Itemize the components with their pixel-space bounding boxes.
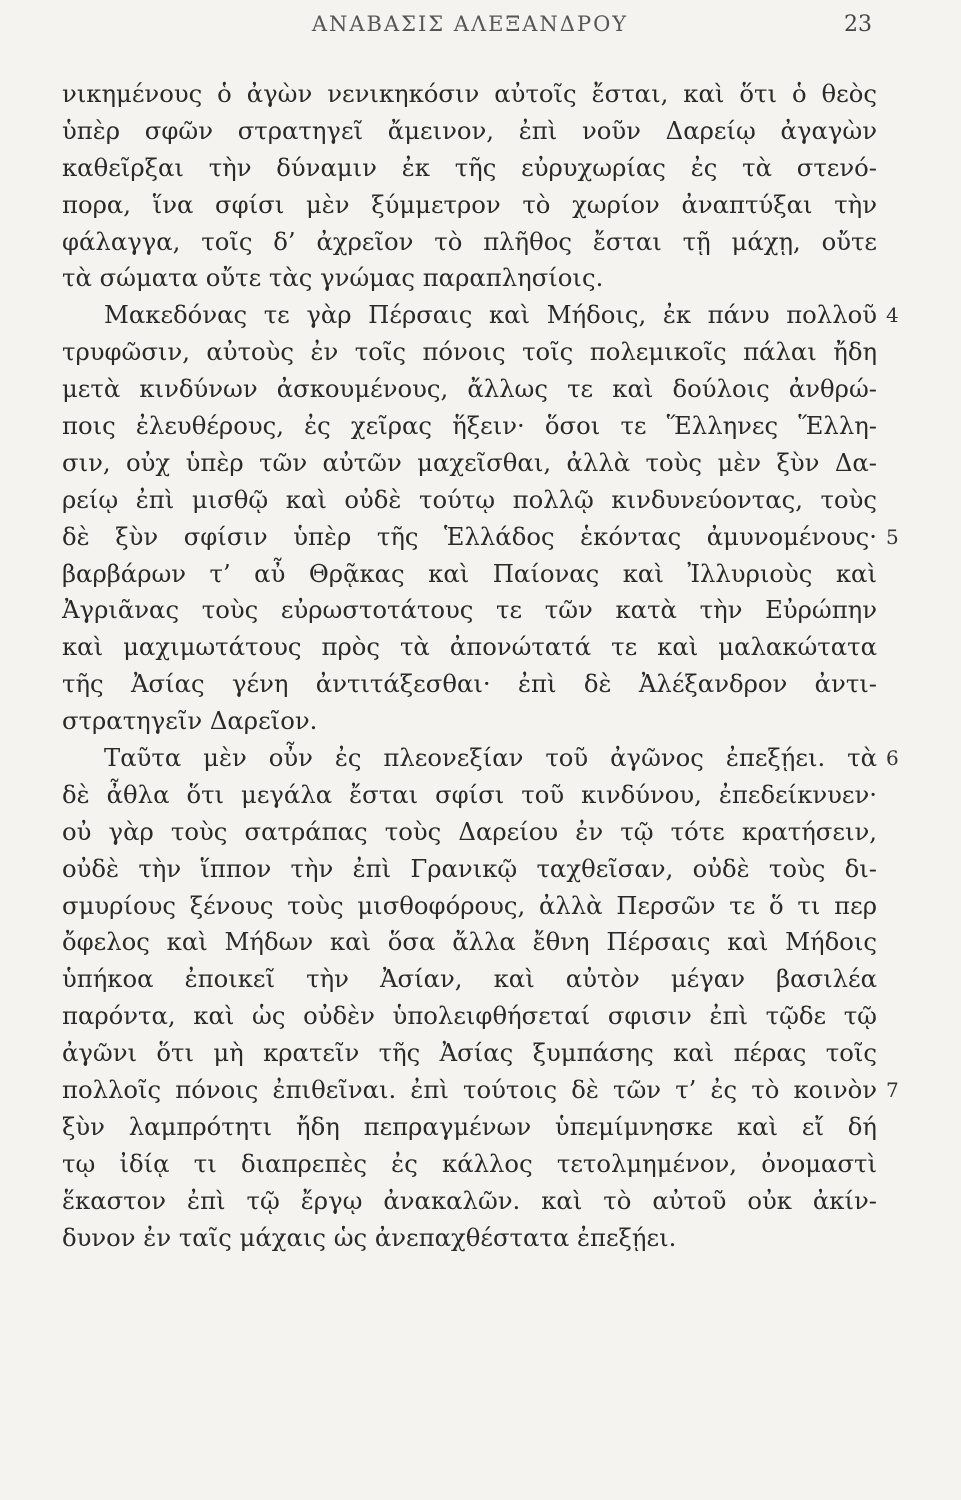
line-text: νικημένους ὁ ἀγὼν νενικηκόσιν αὐτοῖς ἔσται, καὶ ὅτι ὁ θεὸς [62, 79, 877, 108]
text-line [62, 777, 877, 814]
line-text: Μακεδόνας τε γὰρ Πέρσαις καὶ Μήδοις, ἐκ πάνυ πολλοῦ [104, 300, 877, 330]
text-line [62, 1146, 877, 1183]
text-line [62, 297, 899, 334]
line-text: ὄφελος καὶ Μήδων καὶ ὅσα ἄλλα ἔθνη Πέρσαις καὶ Μήδοις [62, 927, 877, 957]
line-text: δὲ ἆθλα ὅτι μεγάλα ἔσται σφίσι τοῦ κινδύνου, ἐπεδείκνυεν· [62, 779, 877, 809]
line-text: παρόντα, καὶ ὡς οὐδὲν ὑπολειφθήσεταί σφισιν ἐπὶ τῷδε τῷ [62, 1001, 877, 1031]
text-line [62, 445, 877, 482]
line-text: ποις ἐλευθέρους, ἐς χεῖρας ἥξειν· ὅσοι τε Ἕλληνες Ἕλλη- [62, 411, 877, 441]
page-number: 23 [844, 12, 872, 37]
line-text: Ταῦτα μὲν οὖν ἐς πλεονεξίαν τοῦ ἀγῶνος ἐπεξῄει. τὰ [104, 743, 877, 773]
text-line [62, 224, 877, 261]
text-line [62, 814, 877, 851]
text-line [62, 851, 877, 888]
text-line [62, 998, 877, 1035]
text-line [62, 334, 877, 371]
line-text: μετὰ κινδύνων ἀσκουμένους, ἄλλως τε καὶ δούλοις ἀνθρώ- [62, 374, 877, 404]
line-text: ἀγῶνι ὅτι μὴ κρατεῖν τῆς Ἀσίας ξυμπάσης καὶ πέρας τοῖς [62, 1038, 877, 1068]
line-text: σιν, οὐχ ὑπὲρ τῶν αὐτῶν μαχεῖσθαι, ἀλλὰ τοὺς μὲν ξὺν Δα- [62, 447, 877, 477]
text-line [62, 961, 877, 998]
text-line [62, 556, 877, 593]
text-line [62, 1183, 877, 1220]
text-line [62, 1220, 877, 1257]
text-line [62, 371, 877, 408]
line-text: καθεῖρξαι τὴν δύναμιν ἐκ τῆς εὐρυχωρίας ἐς τὰ στενό- [62, 152, 877, 182]
body-text [62, 76, 899, 1257]
text-line [62, 703, 877, 740]
text-line [62, 666, 877, 703]
text-line [62, 187, 877, 224]
section-number: 6 [886, 746, 899, 771]
line-text: δὲ ξὺν σφίσιν ὑπὲρ τῆς Ἑλλάδος ἑκόντας ἀμυνομένους· [62, 521, 877, 551]
line-text: οὐ γὰρ τοὺς σατράπας τοὺς Δαρείου ἐν τῷ τότε κρατήσειν, [62, 816, 877, 846]
running-head [60, 12, 880, 52]
line-text: δυνον ἐν ταῖς μάχαις ὡς ἀνεπαχθέστατα ἐπεξῄει. [62, 1222, 677, 1252]
text-line [62, 888, 877, 925]
line-text: στρατηγεῖν Δαρεῖον. [62, 706, 318, 736]
text-line [62, 150, 877, 187]
line-text: ρείῳ ἐπὶ μισθῷ καὶ οὐδὲ τούτῳ πολλῷ κινδυνεύοντας, τοὺς [62, 484, 877, 514]
text-line [62, 924, 877, 961]
section-number: 7 [886, 1078, 899, 1103]
line-text: Ἀγριᾶνας τοὺς εὐρωστοτάτους τε τῶν κατὰ τὴν Εὐρώπην [62, 595, 877, 625]
text-line [62, 740, 899, 777]
line-text: βαρβάρων τ’ αὖ Θρᾷκας καὶ Παίονας καὶ Ἰλλυριοὺς καὶ [62, 558, 877, 588]
text-line [62, 76, 877, 113]
text-line [62, 113, 877, 150]
line-text: σμυρίους ξένους τοὺς μισθοφόρους, ἀλλὰ Περσῶν τε ὅ τι περ [62, 890, 877, 920]
line-text: πορα, ἵνα σφίσι μὲν ξύμμετρον τὸ χωρίον ἀναπτύξαι τὴν [62, 189, 877, 219]
line-text: ἕκαστον ἐπὶ τῷ ἔργῳ ἀνακαλῶν. καὶ τὸ αὐτοῦ οὐκ ἀκίν- [62, 1185, 877, 1215]
line-text: ὑπὲρ σφῶν στρατηγεῖ ἄμεινον, ἐπὶ νοῦν Δαρείῳ ἀγαγὼν [62, 115, 877, 145]
text-line [62, 408, 877, 445]
line-text: ξὺν λαμπρότητι ἤδη πεπραγμένων ὑπεμίμνησκε καὶ εἴ δή [62, 1111, 877, 1141]
section-number: 5 [886, 524, 899, 549]
text-line [62, 1109, 877, 1146]
line-text: τῳ ἰδίᾳ τι διαπρεπὲς ἐς κάλλος τετολμημένον, ὀνομαστὶ [62, 1148, 877, 1178]
text-line [62, 482, 877, 519]
line-text: τρυφῶσιν, αὐτοὺς ἐν τοῖς πόνοις τοῖς πολεμικοῖς πάλαι ἤδη [62, 337, 877, 367]
line-text: καὶ μαχιμωτάτους πρὸς τὰ ἀπονώτατά τε καὶ μαλακώτατα [62, 632, 877, 662]
line-text: φάλαγγα, τοῖς δ’ ἀχρεῖον τὸ πλῆθος ἔσται τῇ μάχῃ, οὔτε [62, 226, 877, 256]
section-number: 4 [886, 303, 899, 328]
running-title: ΑΝΑΒΑΣΙΣ ΑΛΕΞΑΝΔΡΟΥ [311, 12, 629, 36]
text-line [62, 629, 877, 666]
line-text: πολλοῖς πόνοις ἐπιθεῖναι. ἐπὶ τούτοις δὲ τῶν τ’ ἐς τὸ κοινὸν [62, 1075, 877, 1105]
line-text: οὐδὲ τὴν ἵππον τὴν ἐπὶ Γρανικῷ ταχθεῖσαν, οὐδὲ τοὺς δι- [62, 853, 877, 883]
text-line [62, 1035, 877, 1072]
text-line [62, 519, 899, 556]
line-text: τῆς Ἀσίας γένη ἀντιτάξεσθαι· ἐπὶ δὲ Ἀλέξανδρον ἀντι- [62, 669, 877, 699]
text-line [62, 592, 877, 629]
line-text: τὰ σώματα οὔτε τὰς γνώμας παραπλησίοις. [62, 263, 604, 293]
text-line [62, 1072, 899, 1109]
text-line [62, 260, 877, 297]
line-text: ὑπήκοα ἐποικεῖ τὴν Ἀσίαν, καὶ αὐτὸν μέγαν βασιλέα [62, 964, 877, 994]
